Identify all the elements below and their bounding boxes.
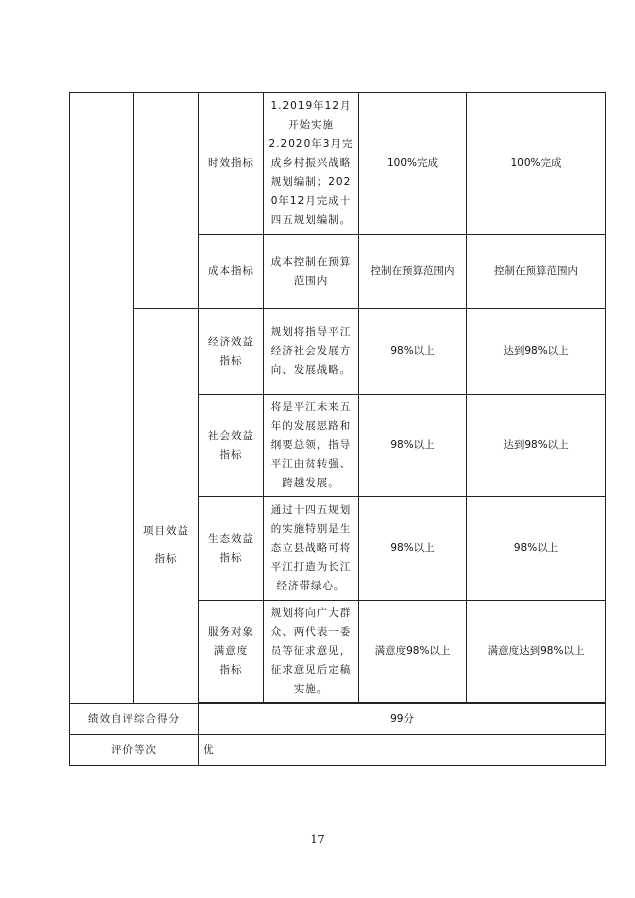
target-social: 将是平江未来五年的发展思路和纲要总领，指导平江由贫转强、跨越发展。 bbox=[264, 395, 359, 497]
expected-cost: 控制在预算范围内 bbox=[359, 235, 467, 309]
grade-row bbox=[70, 735, 606, 766]
indicator-economic: 经济效益 指标 bbox=[199, 309, 264, 395]
target-time: 1.2019年12月开始实施 2.2020年3月完成乡村振兴战略规划编制；2020年12月完成十四五规划编制。 bbox=[264, 93, 359, 235]
benefit-category: 项目效益 指标 bbox=[134, 309, 199, 704]
target-satisfaction: 规划将向广大群众、两代表一委员等征求意见，征求意见后定稿实施。 bbox=[264, 601, 359, 703]
actual-social: 达到98%以上 bbox=[467, 395, 606, 497]
score-value: 99分 bbox=[199, 704, 606, 735]
grade-value: 优 bbox=[199, 735, 606, 766]
expected-economic: 98%以上 bbox=[359, 309, 467, 395]
page-number: 17 bbox=[310, 833, 325, 846]
table-row bbox=[70, 93, 606, 235]
grade-label: 评价等次 bbox=[70, 735, 199, 766]
score-label: 绩效自评综合得分 bbox=[70, 704, 199, 735]
indicator-social: 社会效益 指标 bbox=[199, 395, 264, 497]
actual-satisfaction: 满意度达到98%以上 bbox=[467, 601, 606, 703]
indicator-cost: 成本指标 bbox=[199, 235, 264, 309]
target-cost: 成本控制在预算范围内 bbox=[264, 235, 359, 309]
indicator-eco: 生态效益 指标 bbox=[199, 497, 264, 601]
indicator-satisfaction: 服务对象 满意度 指标 bbox=[199, 601, 264, 703]
actual-eco: 98%以上 bbox=[467, 497, 606, 601]
expected-social: 98%以上 bbox=[359, 395, 467, 497]
primary-indicator-cell bbox=[70, 93, 134, 704]
score-row bbox=[70, 704, 606, 735]
expected-satisfaction: 满意度98%以上 bbox=[359, 601, 467, 703]
target-economic: 规划将指导平江经济社会发展方向、发展战略。 bbox=[264, 309, 359, 395]
expected-eco: 98%以上 bbox=[359, 497, 467, 601]
actual-economic: 达到98%以上 bbox=[467, 309, 606, 395]
performance-table bbox=[69, 92, 606, 766]
table-row bbox=[70, 309, 606, 395]
secondary-indicator-cell bbox=[134, 93, 199, 309]
indicator-time: 时效指标 bbox=[199, 93, 264, 235]
actual-time: 100%完成 bbox=[467, 93, 606, 235]
expected-time: 100%完成 bbox=[359, 93, 467, 235]
target-eco: 通过十四五规划的实施特别是生态立县战略可将平江打造为长江经济带绿心。 bbox=[264, 497, 359, 601]
actual-cost: 控制在预算范围内 bbox=[467, 235, 606, 309]
